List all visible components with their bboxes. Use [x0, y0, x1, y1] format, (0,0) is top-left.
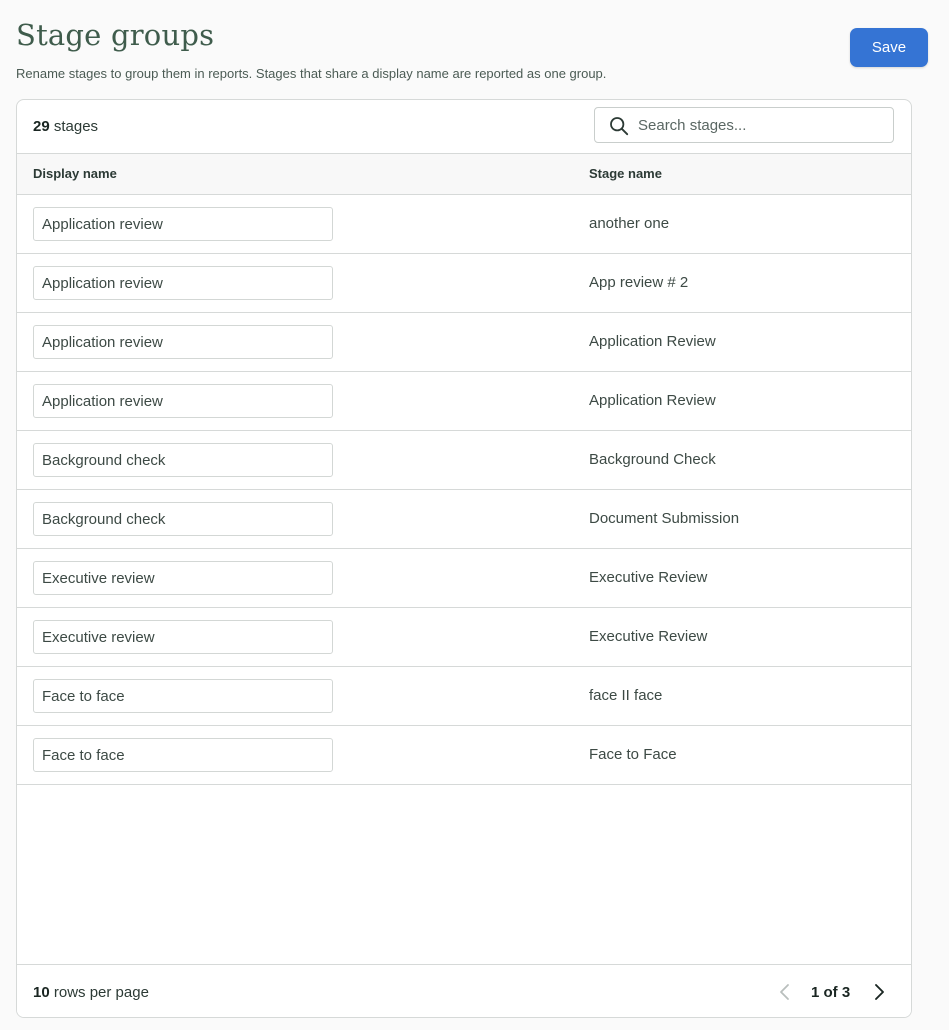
- stage-name: Face to Face: [589, 746, 677, 763]
- chevron-right-icon[interactable]: [869, 980, 889, 1004]
- display-name-input[interactable]: [33, 384, 333, 418]
- display-name-input[interactable]: [33, 502, 333, 536]
- stage-name: Executive Review: [589, 628, 708, 645]
- display-name-input[interactable]: [33, 443, 333, 477]
- display-name-input[interactable]: [33, 561, 333, 595]
- table-row: [17, 549, 911, 608]
- table-row: [17, 431, 911, 490]
- table-row: [17, 313, 911, 372]
- page-title: Stage groups: [16, 18, 215, 52]
- stages-panel: [16, 99, 912, 1018]
- pagination-footer: [17, 964, 911, 1018]
- search-icon: [609, 116, 629, 136]
- page-indicator: 1 of 3: [811, 984, 851, 1001]
- display-name-input[interactable]: [33, 620, 333, 654]
- stage-name: Document Submission: [589, 510, 740, 527]
- stage-count-label: stages: [49, 118, 99, 135]
- table-row: [17, 726, 911, 785]
- display-name-input[interactable]: [33, 679, 333, 713]
- table-body: [17, 195, 911, 785]
- table-row: [17, 608, 911, 667]
- table-row: [17, 372, 911, 431]
- table-row: [17, 490, 911, 549]
- stage-name: Background Check: [589, 451, 716, 468]
- stage-count-number: 29: [33, 118, 50, 135]
- display-name-input[interactable]: [33, 325, 333, 359]
- table-row: [17, 254, 911, 313]
- stage-count: [33, 118, 98, 135]
- stage-name: App review # 2: [589, 274, 689, 291]
- rows-per-page-number: 10: [33, 984, 50, 1001]
- column-header-stage-name: Stage name: [589, 166, 662, 181]
- page-subtitle: Rename stages to group them in reports. Stages that share a display name are reported as one group.: [16, 66, 607, 81]
- table-header: [17, 154, 911, 195]
- search-box[interactable]: [594, 107, 894, 143]
- table-row: [17, 195, 911, 254]
- stage-name: Application Review: [589, 333, 716, 350]
- stage-name: Executive Review: [589, 569, 708, 586]
- table-row: [17, 667, 911, 726]
- stage-name: another one: [589, 215, 670, 232]
- chevron-left-icon[interactable]: [775, 980, 795, 1004]
- stage-name: face II face: [589, 687, 663, 704]
- panel-header: [17, 100, 911, 154]
- display-name-input[interactable]: [33, 266, 333, 300]
- column-header-display-name: Display name: [33, 166, 117, 181]
- stage-name: Application Review: [589, 392, 716, 409]
- rows-per-page: [33, 984, 149, 1001]
- display-name-input[interactable]: [33, 738, 333, 772]
- save-button[interactable]: Save: [850, 28, 928, 67]
- display-name-input[interactable]: [33, 207, 333, 241]
- search-input[interactable]: [638, 108, 888, 142]
- rows-per-page-label: rows per page: [49, 984, 149, 1001]
